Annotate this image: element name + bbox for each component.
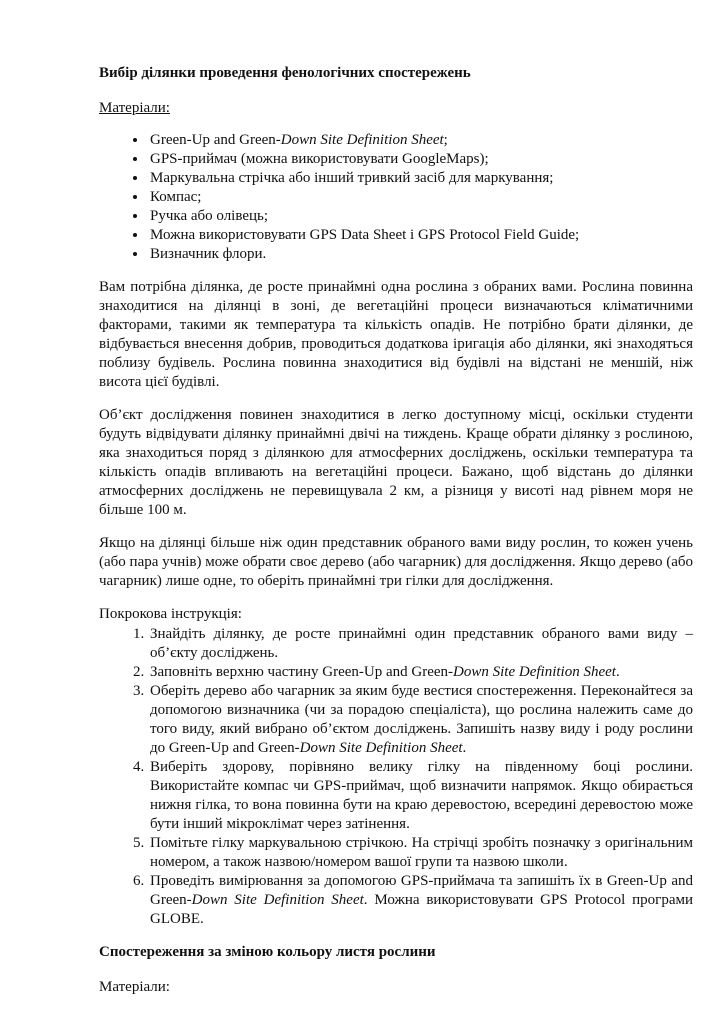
text-run: . [615, 664, 620, 680]
text-run: Ручка або олівець; [150, 208, 269, 224]
materials-heading-2 [99, 978, 693, 997]
text-run: Знайдіть ділянку, де росте принаймні один представник обраного вами виду – об’єкту досліджень. [150, 626, 693, 661]
materials-item [148, 245, 693, 264]
body-paragraph: Об’єкт дослідження повинен знаходитися в легко доступному місці, оскільки студенти будуть відвідувати ділянку принаймні двічі на тиждень. Краще обрати ділянку з рослиною, яка знаходиться поряд з ділянкою для атмосферних досліджень, оскільки температура та кількість опадів впливають на вегетаційні процеси. Бажано, щоб відстань до ділянки атмосферних досліджень не перевищувала 2 км, а різниця у висоті над рівнем моря не більше 100 м. [99, 407, 693, 518]
text-run: Проведіть вимірювання за допомогою GPS-приймача та запишіть їх в Green-Up and Green- [150, 873, 693, 908]
text-run: Оберіть дерево або чагарник за яким буде вестися спостереження. Переконайтеся за допомогою визначника (чи за порадою спеціаліста), що рослина належить саме до того виду, який вибрано об’єктом досліджень. Запишіть назву виду і роду рослини до Green-Up and Green- [150, 683, 693, 756]
materials-item [148, 169, 693, 188]
italic-text-run: Down Site Definition Sheet [453, 664, 616, 680]
text-run: . [462, 740, 467, 756]
steps-list [99, 625, 693, 929]
section-title: Вибір ділянки проведення фенологічних спостережень [99, 65, 471, 81]
step-item [148, 872, 693, 929]
materials-item [148, 150, 693, 169]
text-run: Компас; [150, 189, 202, 205]
materials-heading [99, 99, 693, 118]
step-item [148, 682, 693, 758]
step-item [148, 758, 693, 834]
body-paragraph: Вам потрібна ділянка, де росте принаймні одна рослина з обраних вами. Рослина повинна знаходитися на ділянці в зоні, де вегетаційні процеси визначаються кліматичними факторами, такими як температура та кількість опадів. Не потрібно брати ділянки, де відбувається внесення добрив, проводиться додаткова іригація або ділянки, які знаходяться поблизу будівель. Рослина повинна знаходитися від будівлі на відстані не меншій, ніж висота цієї будівлі. [99, 279, 693, 390]
text-run: Можна використовувати GPS Data Sheet і GPS Protocol Field Guide; [150, 227, 580, 243]
step-item [148, 834, 693, 872]
text-run: ; [443, 132, 448, 148]
italic-text-run: Down Site Definition Sheet [299, 740, 463, 756]
materials-item [148, 207, 693, 226]
text-run: Маркувальна стрічка або інший тривкий засіб для маркування; [150, 170, 554, 186]
text-run: Green-Up and Green- [150, 132, 281, 148]
materials-item [148, 226, 693, 245]
steps-heading: Покрокова інструкція: [99, 606, 242, 622]
materials-heading-2-text: Матеріали: [99, 979, 170, 995]
text-run: GPS-приймач (можна використовувати GoogleMaps); [150, 151, 489, 167]
materials-list [99, 131, 693, 264]
italic-text-run: Down Site Definition Sheet [280, 132, 444, 148]
body-paragraph: Якщо на ділянці більше ніж один представник обраного вами виду рослин, то кожен учень (або пара учнів) може обрати своє дерево (або чагарник) для дослідження. Якщо дерево (або чагарник) лише одне, то оберіть принаймні три гілки для дослідження. [99, 535, 693, 589]
step-item [148, 663, 693, 682]
text-run: Помітьте гілку маркувальною стрічкою. На стрічці зробіть позначку з оригінальним номером, а також назвою/номером вашої групи та назвою школи. [150, 835, 693, 870]
materials-item [148, 188, 693, 207]
text-run: Виберіть здорову, порівняно велику гілку на південному боці рослини. Використайте компас чи GPS-приймач, щоб визначити напрямок. Якщо обирається нижня гілка, то вона повинна бути на краю деревостою, всередині деревостою може бути інший мікроклімат через затінення. [150, 759, 693, 832]
text-run: . Можна використовувати GPS Protocol програми GLOBE. [150, 892, 694, 927]
step-item [148, 625, 693, 663]
materials-heading-text: Матеріали: [99, 100, 170, 116]
materials-item [148, 131, 693, 150]
italic-text-run: Down Site Definition Sheet [191, 892, 364, 908]
text-run: Визначник флори. [150, 246, 267, 262]
text-run: Заповніть верхню частину Green-Up and Green- [150, 664, 454, 680]
section-title-2: Спостереження за зміною кольору листя рослини [99, 944, 436, 960]
